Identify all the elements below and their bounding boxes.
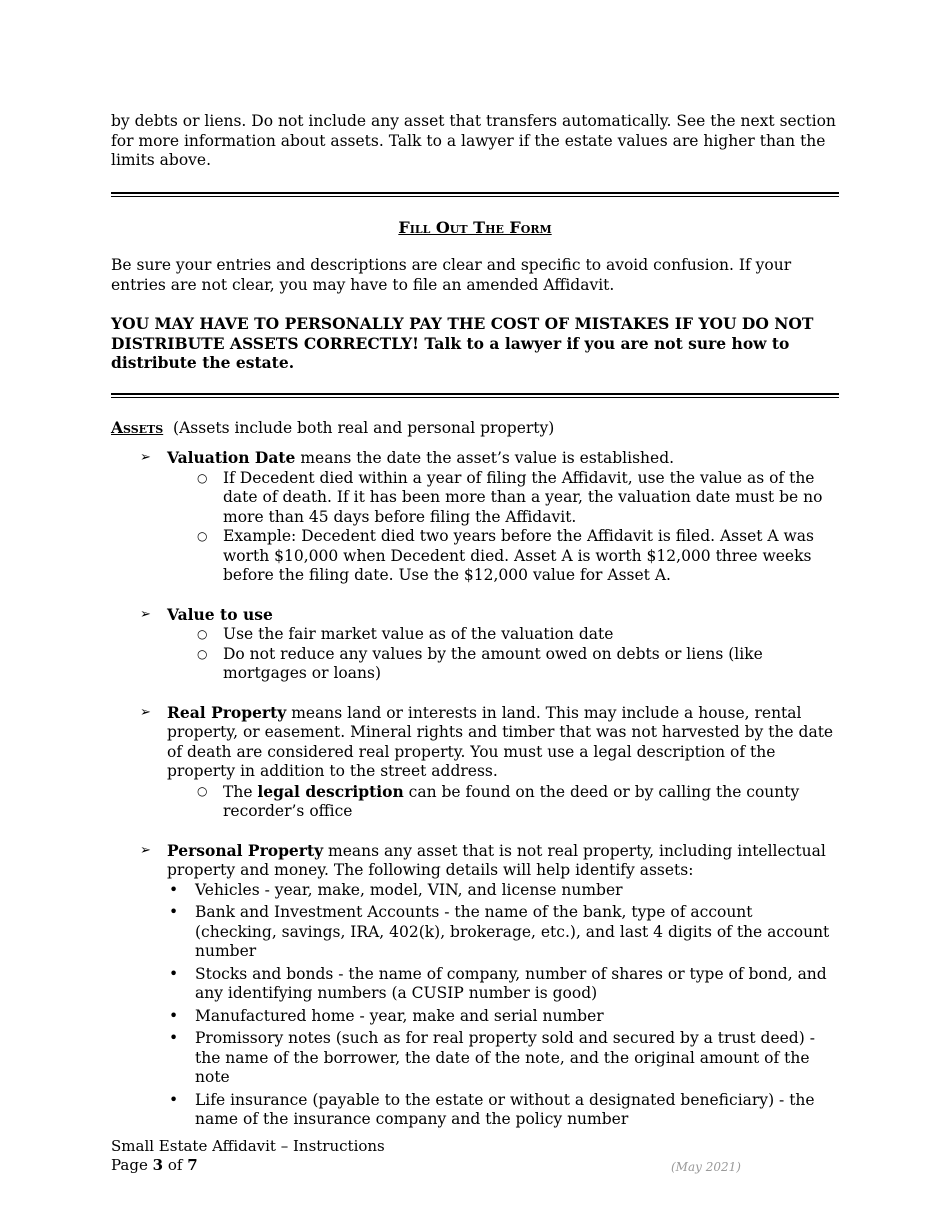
intro-continued: by debts or liens. Do not include any asset that transfers automatically. See the next section for more information about assets. Talk to a lawyer if the estate values are higher than the limits above. xyxy=(111,112,836,169)
dot-bullet-icon: • xyxy=(169,1029,179,1047)
section-divider xyxy=(111,192,839,197)
total-pages: 7 xyxy=(187,1156,198,1174)
dot-bullet-icon: • xyxy=(169,964,179,983)
bullet-real-property xyxy=(111,703,839,782)
term-personal-property: Personal Property xyxy=(167,840,324,860)
assets-heading xyxy=(111,418,839,439)
sub-item: ○ Example: Decedent died two years before the Affidavit is filed. Asset A was worth $10,000 when Decedent died. Asset A is worth $12,000 three weeks before the filing date. Use the $12,000 value for Asset A. xyxy=(197,527,815,584)
valuation-definition: means the date the asset’s value is established. xyxy=(295,449,675,467)
dot-bullet-icon: • xyxy=(169,903,179,921)
arrow-bullet-icon: ➢ xyxy=(140,704,151,720)
revision-date: (May 2021) xyxy=(671,1160,741,1174)
term-real-property: Real Property xyxy=(167,702,287,722)
sub-item: ○ If Decedent died within a year of filing the Affidavit, use the value as of the date of death. If it has been more than a year, the valuation date must be no more than 45 days before filing the Affidavit. xyxy=(197,468,823,526)
personal-property-definition: means any asset that is not real property, including intellectual property and money. The following details will help identify assets: xyxy=(167,841,826,879)
dot-bullet-icon: • xyxy=(169,880,179,899)
circle-bullet-icon: ○ xyxy=(197,646,208,661)
circle-bullet-icon: ○ xyxy=(197,529,208,543)
list-item: • Promissory notes (such as for real property sold and secured by a trust deed) - the name of the borrower, the date of the note, and the original amount of the note xyxy=(169,1029,815,1086)
section-divider xyxy=(111,393,839,398)
list-item: • Bank and Investment Accounts - the name of the bank, type of account (checking, savings, IRA, 402(k), brokerage, etc.), and last 4 digits of the account number xyxy=(169,903,830,960)
sub-item: ○ Do not reduce any values by the amount owed on debts or liens (like mortgages or loans) xyxy=(197,644,763,682)
arrow-bullet-icon: ➢ xyxy=(140,842,151,858)
sub-item: ○ The legal description can be found on the deed or by calling the county recorder’s office xyxy=(197,781,800,820)
assets-label: Assets xyxy=(111,417,164,437)
list-item: • Stocks and bonds - the name of company, number of shares or type of bond, and any identifying numbers (a CUSIP number is good) xyxy=(169,964,827,1002)
document-page xyxy=(111,112,839,1133)
list-item: • Life insurance (payable to the estate or without a designated beneficiary) - the name of the insurance company and the policy number xyxy=(169,1090,815,1128)
page-number: Page 3 of 7 xyxy=(111,1156,198,1174)
arrow-bullet-icon: ➢ xyxy=(140,606,151,622)
warning-paragraph: YOU MAY HAVE TO PERSONALLY PAY THE COST OF MISTAKES IF YOU DO NOT DISTRIBUTE ASSETS CORRECTLY! Talk to a lawyer if you are not sure how to distribute the estate. xyxy=(111,314,814,372)
dot-bullet-icon: • xyxy=(169,1006,179,1025)
fill-out-paragraph: Be sure your entries and descriptions are clear and specific to avoid confusion. If your entries are not clear, you may have to file an amended Affidavit. xyxy=(111,256,792,294)
circle-bullet-icon: ○ xyxy=(197,470,208,485)
current-page: 3 xyxy=(152,1156,164,1174)
bullet-personal-property xyxy=(111,841,839,881)
assets-note: (Assets include both real and personal property) xyxy=(173,418,555,437)
term-valuation-date: Valuation Date xyxy=(167,448,296,467)
list-item: • Manufactured home - year, make and serial number xyxy=(169,1006,604,1025)
dot-bullet-icon: • xyxy=(169,1090,179,1109)
list-item: • Vehicles - year, make, model, VIN, and license number xyxy=(169,880,623,899)
section-title: Fill Out The Form xyxy=(398,217,552,237)
bullet-value-to-use xyxy=(111,605,839,626)
term-legal-description: legal description xyxy=(257,781,404,801)
bullet-valuation-date xyxy=(111,448,839,469)
arrow-bullet-icon: ➢ xyxy=(140,450,151,465)
circle-bullet-icon: ○ xyxy=(197,783,208,798)
sub-item: ○ Use the fair market value as of the valuation date xyxy=(197,625,614,643)
footer-doc-title: Small Estate Affidavit – Instructions xyxy=(111,1137,385,1155)
circle-bullet-icon: ○ xyxy=(197,627,208,641)
real-property-definition: means land or interests in land. This may include a house, rental property, or easement. Mineral rights and timber that was not harvested by the date of death are considered real property. You must use a legal description of the property in addition to the street address. xyxy=(167,703,834,780)
term-value-to-use: Value to use xyxy=(167,604,273,624)
